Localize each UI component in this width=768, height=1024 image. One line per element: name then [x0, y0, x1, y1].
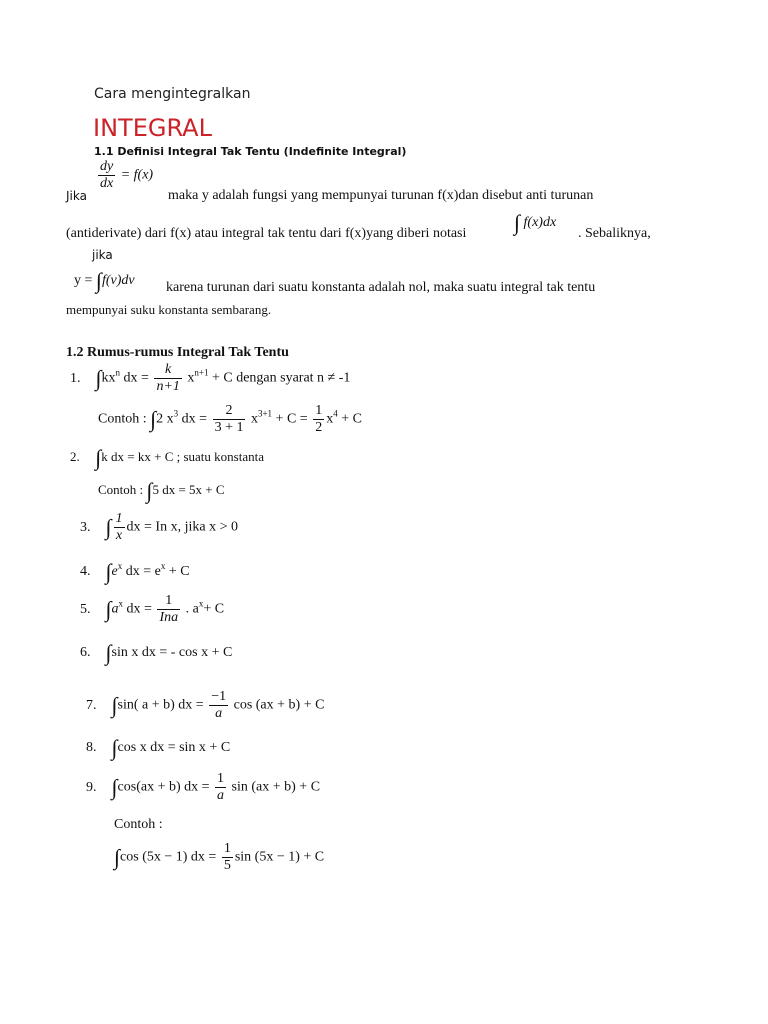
def-rhs: = f(x) [120, 167, 154, 183]
definition-line-1: maka y adalah fungsi yang mempunyai turunan f(x)dan disebut anti turunan [168, 188, 594, 203]
integral-sign-icon: ∫ [111, 735, 118, 760]
jika-label-2: jika [92, 248, 113, 262]
formula-6: 6. ∫sin x dx = - cos x + C [80, 640, 233, 665]
formula-3: 3. ∫ $\frac{1}{x}$ dx = In x, jika x > 0 [80, 511, 238, 543]
formula-8: 8. ∫cos x dx = sin x + C [86, 735, 231, 760]
formula-7: 7. ∫sin( a + b) dx = $\frac{-1}{a}$ cos (ax + b) + C [86, 689, 325, 721]
definition-line-4: mempunyai suku konstanta sembarang. [66, 302, 272, 317]
formula-5: 5. $\int a^x$ dx = $\frac{1}{\text{Ina}}$ . $a^x+ C$ [80, 593, 225, 625]
integral-sign-icon: ∫ [114, 844, 121, 870]
formula-9: 9. ∫cos(ax + b) dx = $\frac{1}{a}$ sin (ax + b) + C [86, 771, 321, 803]
example-2: Contoh : ∫5 dx = 5x + C [98, 478, 225, 503]
def-denominator: dx [100, 176, 114, 191]
integral-sign-icon: ∫ [105, 596, 112, 622]
section-heading-definition: 1.1 Definisi Integral Tak Tentu (Indefinite Integral) [94, 145, 407, 158]
integral-sign-icon: ∫ [514, 210, 521, 235]
def-numerator: dy [100, 159, 114, 174]
formula-2: 2. ∫k dx = kx + C ; suatu konstanta [70, 445, 264, 470]
formula-4: 4. $\int e^x$ dx = $e^x + C$ [80, 559, 190, 584]
example-9: ∫cos (5x − 1) dx = $\frac{1}{5}$ sin (5x − 1) + C [114, 841, 325, 873]
definition-line-2-end: . Sebaliknya, [578, 226, 651, 241]
notation-formula: ∫ f(x)dx [514, 210, 557, 235]
example-9-label: Contoh : [114, 817, 163, 832]
doc-subtitle: Cara mengintegralkan [94, 86, 251, 102]
integral-sign-icon: ∫ [111, 692, 118, 718]
definition-line-3: karena turunan dari suatu konstanta adalah nol, maka suatu integral tak tentu [166, 280, 596, 295]
formula-1: 1. $\int kx^n$ dx = $\frac{k}{n+1}$ $x^{n+1} + C$ dengan syarat n ≠ -1 [70, 362, 351, 394]
integral-sign-icon: ∫ [95, 268, 102, 293]
definition-line-2: (antiderivate) dari f(x) atau integral tak tentu dari f(x)yang diberi notasi [66, 226, 467, 241]
integral-sign-icon: ∫ [111, 774, 118, 800]
integral-sign-icon: ∫ [95, 365, 102, 391]
integral-sign-icon: ∫ [105, 640, 112, 665]
integral-sign-icon: ∫ [146, 478, 153, 503]
y-formula: y = ∫f(v)dv [74, 268, 135, 293]
integral-sign-icon: ∫ [105, 514, 112, 540]
section-heading-formulas: 1.2 Rumus-rumus Integral Tak Tentu [66, 345, 289, 360]
integral-sign-icon: ∫ [150, 406, 157, 432]
definition-formula [96, 160, 153, 191]
example-1: Contoh : ∫2 $x^3$ dx = $\frac{2}{3 + 1}$ $x^{3+1} + C$ = $\frac{1}{2}$ $x^4 + C$ [98, 403, 362, 435]
integral-sign-icon: ∫ [105, 559, 112, 584]
integral-sign-icon: ∫ [95, 445, 102, 470]
doc-title: INTEGRAL [93, 114, 212, 142]
jika-label: Jika [66, 189, 87, 203]
